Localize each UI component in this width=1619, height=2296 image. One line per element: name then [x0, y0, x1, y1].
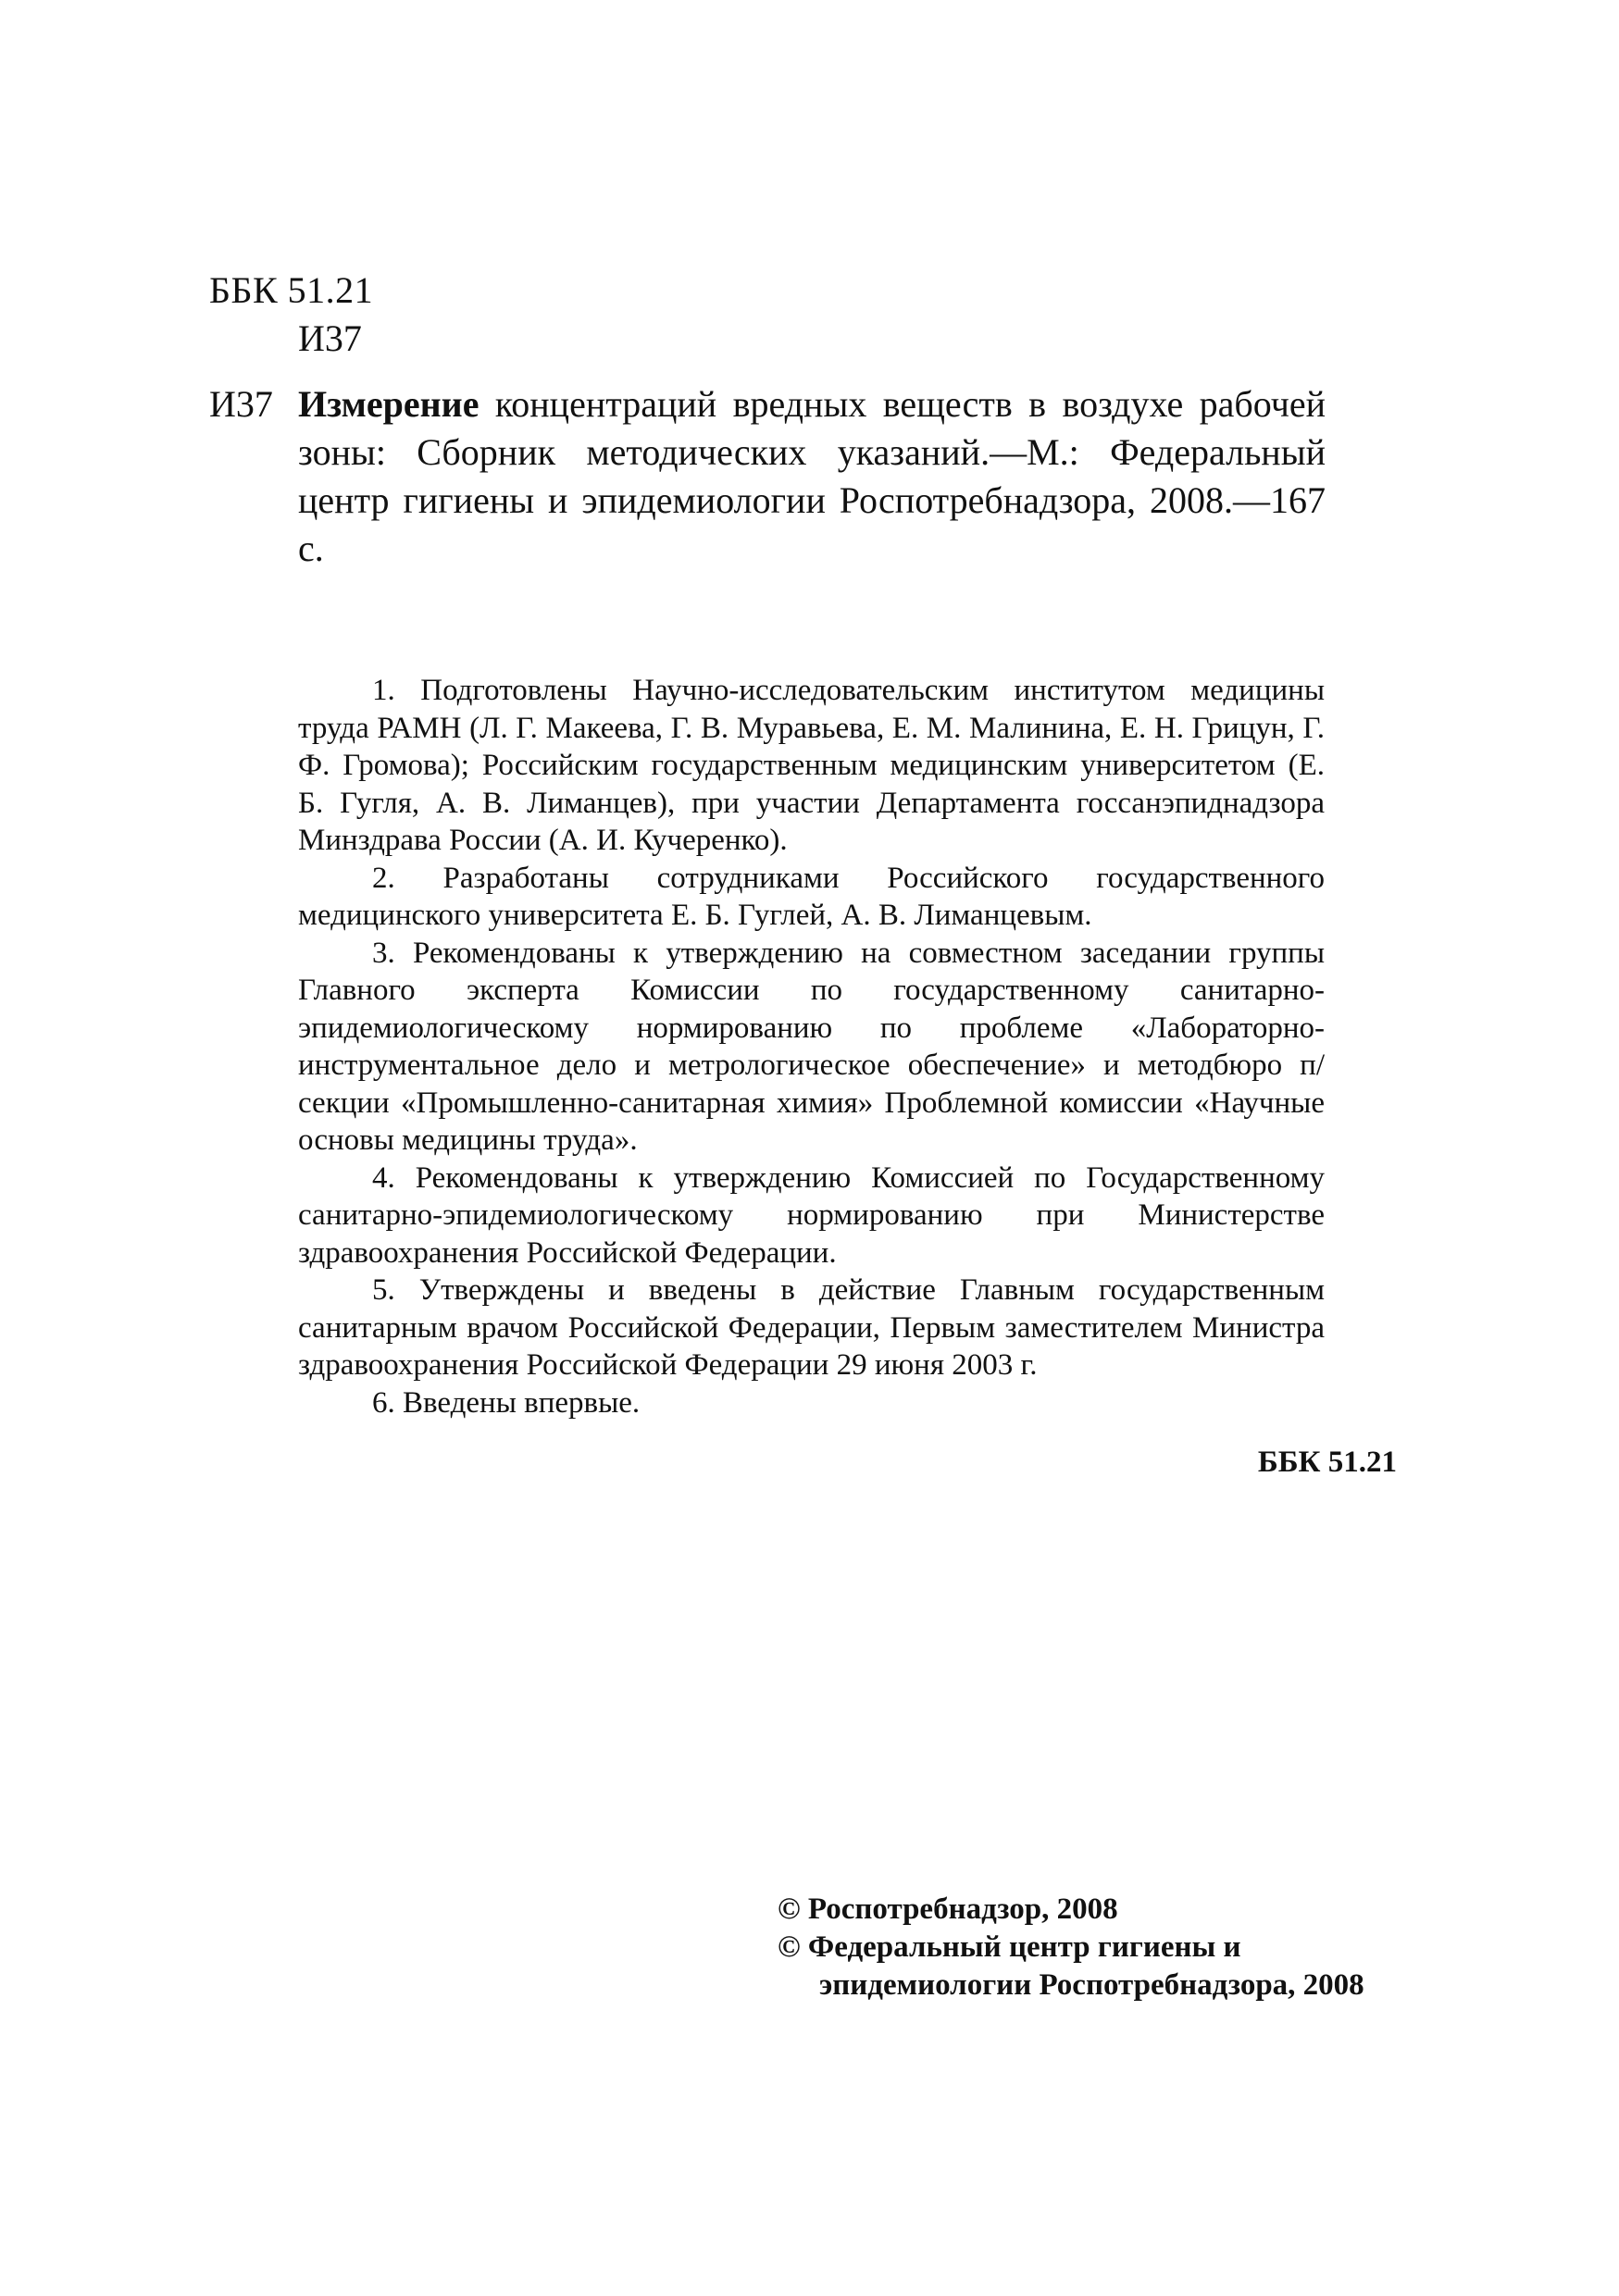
bbk-code-bottom: ББК 51.21 — [1257, 1446, 1397, 1479]
note-item: 3. Рекомендованы к утверждению на совместном заседании группы Главного эксперта Комиссии по государственному санитарно-эпидемиологическому нормированию по проблеме «Лабораторно-инструментальное дело и метрологическое обеспечение» и методбюро п/секции «Промышленно-санитарная химия» Проблемной комиссии «Научные основы медицины труда». — [298, 936, 1325, 1157]
entry-title-bold: Измерение — [298, 383, 479, 425]
author-sign-top: И37 — [298, 317, 362, 359]
entry-title-rest: концентраций вредных веществ в воздухе рабочей зоны: Сборник методических указаний.—М.: Федеральный центр гигиены и эпидемиологии Роспотребнадзора, 2008.—167 с. — [298, 383, 1326, 569]
entry-author-sign: И37 — [209, 383, 273, 425]
bibliographic-entry — [298, 380, 1326, 573]
copyright-line: © Федеральный центр гигиены и — [778, 1930, 1241, 1964]
bbk-code-top: ББК 51.21 — [209, 269, 374, 311]
note-item: 1. Подготовлены Научно-исследовательским институтом медицины труда РАМН (Л. Г. Макеева, Г. В. Муравьева, Е. М. Малинина, Е. Н. Грицун, Г. Ф. Громова); Российским государственным медицинским университетом (Е. Б. Гугля, А. В. Лиманцев), при участии Департамента госсанэпиднадзора Минздрава России (А. И. Кучеренко). — [298, 674, 1325, 857]
note-item: 6. Введены впервые. — [372, 1385, 641, 1420]
note-item: 5. Утверждены и введены в действие Главным государственным санитарным врачом Российской Федерации, Первым заместителем Министра здравоохранения Российской Федерации 29 июня 2003 г. — [298, 1273, 1325, 1382]
copyright-block — [778, 1891, 1364, 2004]
copyright-line: © Роспотребнадзор, 2008 — [778, 1893, 1118, 1926]
note-item: 4. Рекомендованы к утверждению Комиссией по Государственному санитарно-эпидемиологическому нормированию при Министерстве здравоохранения Российской Федерации. — [298, 1160, 1325, 1270]
copyright-line: эпидемиологии Роспотребнадзора, 2008 — [819, 1968, 1364, 2002]
notes-list — [298, 672, 1325, 1421]
note-item: 2. Разработаны сотрудниками Российского государственного медицинского университета Е. Б. Гуглей, А. В. Лиманцевым. — [298, 861, 1325, 932]
